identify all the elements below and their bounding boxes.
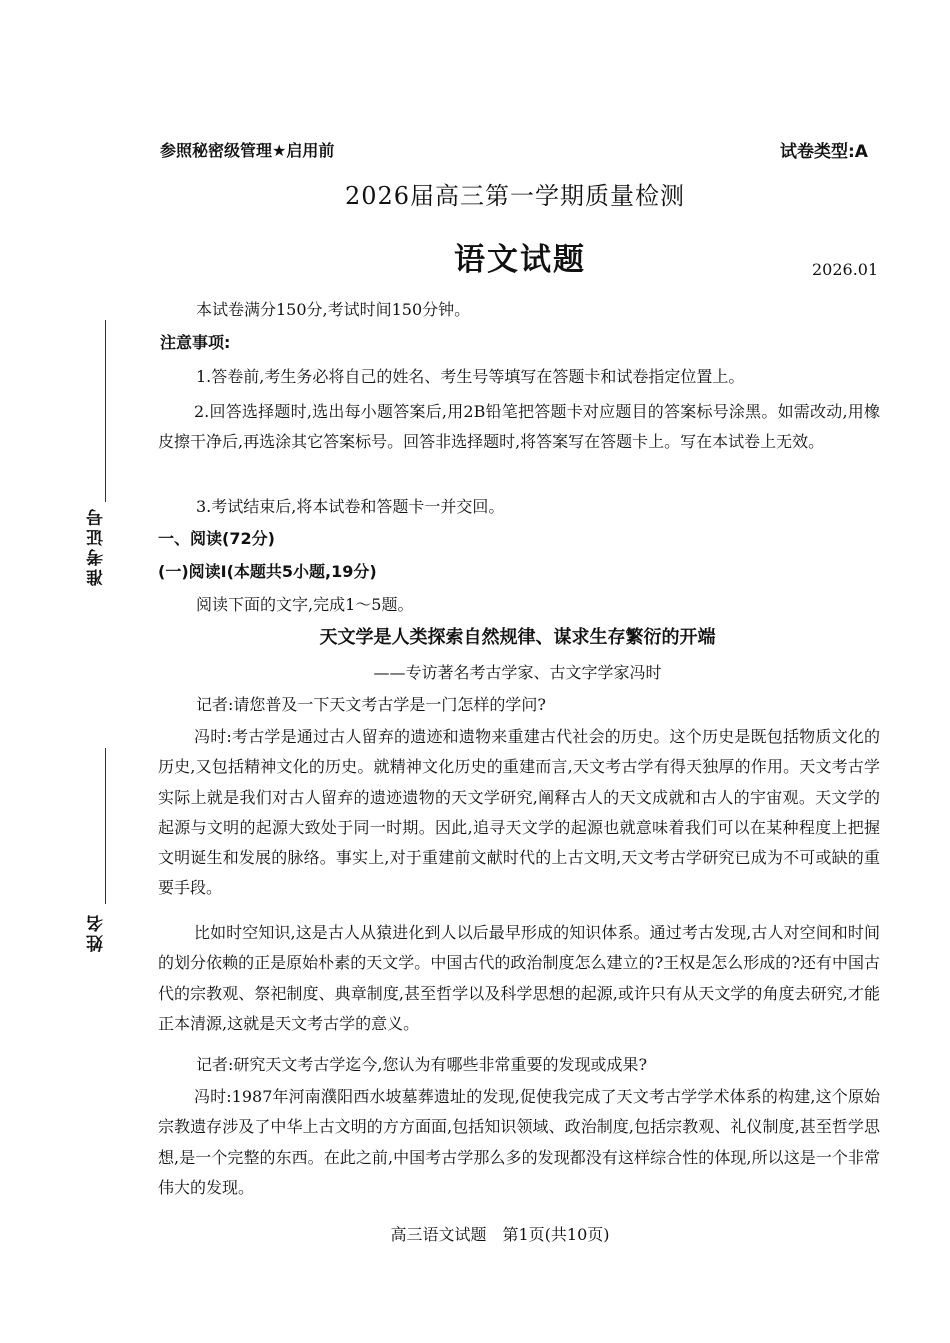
- sub-section-heading: (一)阅读Ⅰ(本题共5小题,19分): [158, 562, 377, 581]
- exam-title: 2026届高三第一学期质量检测: [344, 182, 686, 210]
- article-paragraph-3: 比如时空知识,这是古人从猿进化到人以后最早形成的知识体系。通过考古发现,古人对空间和时间的划分依赖的正是原始朴素的天文学。中国古代的政治制度怎么建立的?王权是怎么形成的?还有中国古代的宗教观、祭祀制度、典章制度,甚至哲学以及科学思想的起源,或许只有从天文学的角度去研究,才能正本清源,这就是天文考古学的意义。: [158, 923, 880, 1033]
- ticket-number-label: 准考证号: [87, 506, 107, 586]
- page-footer: 高三语文试题 第1页(共10页): [390, 1225, 610, 1244]
- article-paragraph-4: 记者:研究天文考古学迄今,您认为有哪些非常重要的发现或成果?: [196, 1055, 648, 1074]
- exam-date: 2026.01: [812, 260, 879, 279]
- ticket-number-line: [105, 320, 106, 502]
- paper-type-label: 试卷类型:A: [780, 142, 868, 162]
- section-heading: 一、阅读(72分): [158, 529, 275, 548]
- name-line: [105, 748, 106, 904]
- article-paragraph-2: 冯时:考古学是通过古人留弃的遗迹和遗物来重建古代社会的历史。这个历史是既包括物质文化的历史,又包括精神文化的历史。就精神文化历史的重建而言,天文考古学有得天独厚的作用。天文考古学实际上就是我们对古人留弃的遗迹遗物的天文学研究,阐释古人的天文成就和古人的宇宙观。天文学的起源与文明的起源大致处于同一时期。因此,追寻天文学的起源也就意味着我们可以在某种程度上把握文明诞生和发展的脉络。事实上,对于重建前文献时代的上古文明,天文考古学研究已成为不可或缺的重要手段。: [158, 727, 880, 898]
- secrecy-label: 参照秘密级管理★启用前: [160, 141, 335, 160]
- subject-title: 语文试题: [454, 242, 586, 278]
- reading-instruction: 阅读下面的文字,完成1～5题。: [196, 595, 414, 614]
- article-paragraph-5: 冯时:1987年河南濮阳西水坡墓葬遗址的发现,促使我完成了天文考古学学术体系的构建,这个原始宗教遗存涉及了中华上古文明的方方面面,包括知识领域、政治制度,包括宗教观、礼仪制度,甚至哲学思想,是一个完整的东西。在此之前,中国考古学那么多的发现都没有这样综合性的体现,所以这是一个非常伟大的发现。: [158, 1087, 880, 1197]
- article-paragraph-1: 记者:请您普及一下天文考古学是一门怎样的学问?: [196, 695, 546, 714]
- score-time-text: 本试卷满分150分,考试时间150分钟。: [196, 300, 471, 319]
- article-title: 天文学是人类探索自然规律、谋求生存繁衍的开端: [319, 627, 716, 648]
- note-2: 2.回答选择题时,选出每小题答案后,用2B铅笔把答题卡对应题目的答案标号涂黑。如需改动,用橡皮擦干净后,再选涂其它答案标号。回答非选择题时,将答案写在答题卡上。写在本试卷上无效。: [158, 402, 880, 452]
- name-label: 姓名: [87, 912, 107, 952]
- article-subtitle: ——专访著名考古学家、古文字学家冯时: [373, 663, 662, 682]
- notes-heading: 注意事项:: [160, 333, 231, 352]
- note-3: 3.考试结束后,将本试卷和答题卡一并交回。: [196, 497, 505, 516]
- note-1: 1.答卷前,考生务必将自己的姓名、考生号等填写在答题卡和试卷指定位置上。: [196, 367, 745, 386]
